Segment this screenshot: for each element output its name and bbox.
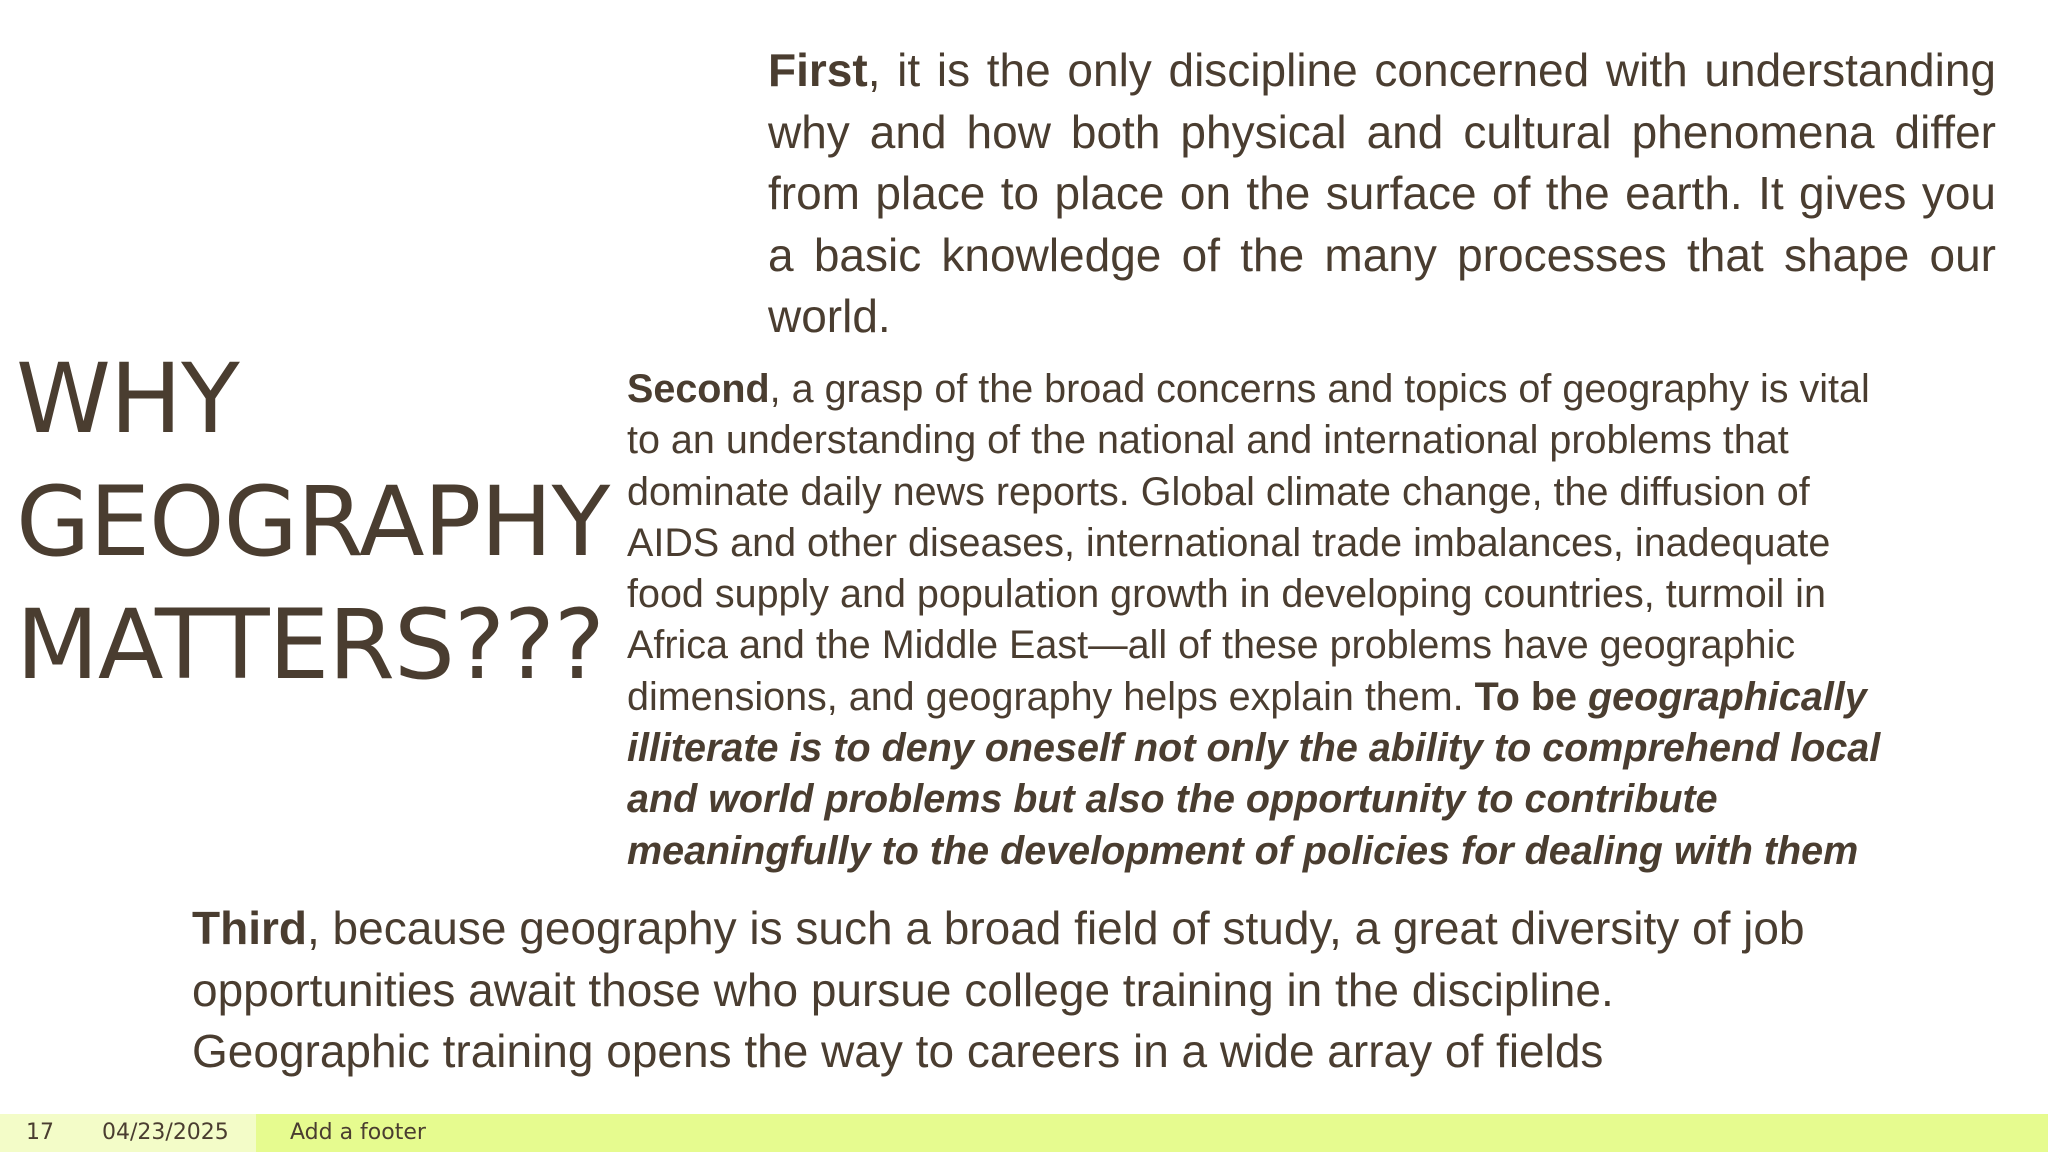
- third-line-2: opportunities await those who pursue college training in the discipline.: [192, 963, 1614, 1016]
- third-lead: Third: [192, 902, 307, 954]
- second-line-10: meaningfully to the development of policies for dealing with them: [627, 828, 1859, 873]
- first-lead: First: [768, 44, 868, 96]
- third-line-3: Geographic training opens the way to careers in a wide array of fields: [192, 1025, 1604, 1077]
- slide-number: 17: [26, 1120, 54, 1145]
- first-paragraph[interactable]: [768, 40, 1996, 348]
- slide-title[interactable]: [16, 338, 636, 707]
- second-line-8: illiterate is to deny oneself not only the ability to comprehend local: [627, 726, 1881, 771]
- second-line-7-emph: geographically: [1587, 674, 1867, 719]
- second-line-2: to an understanding of the national and international problems that: [627, 418, 1789, 463]
- second-paragraph[interactable]: [627, 364, 2027, 877]
- second-line-4: AIDS and other diseases, international trade imbalances, inadequate: [627, 520, 1831, 565]
- first-text: , it is the only discipline concerned with understanding why and how both physical and cultural phenomena differ from place to place on the surface of the earth. It gives you a basic knowledge of the many processes that shape our world.: [768, 44, 1996, 342]
- title-line-2: GEOGRAPHY: [16, 466, 610, 578]
- second-line-7-plain: dimensions, and geography helps explain them.: [627, 674, 1475, 719]
- title-line-3: MATTERS???: [16, 589, 604, 701]
- second-line-7-bold: To be: [1474, 674, 1588, 719]
- second-lead: Second: [627, 367, 770, 411]
- third-paragraph[interactable]: [192, 898, 2032, 1083]
- third-line-1: [192, 898, 2032, 960]
- title-line-1: WHY: [16, 343, 239, 455]
- second-line-7: [627, 672, 2027, 723]
- second-line-3: dominate daily news reports. Global climate change, the diffusion of: [627, 469, 1810, 514]
- footer-text[interactable]: Add a footer: [290, 1120, 426, 1145]
- second-line-1-text: , a grasp of the broad concerns and topics of geography is vital: [769, 367, 1870, 411]
- slide-date: 04/23/2025: [102, 1120, 229, 1145]
- second-line-5: food supply and population growth in developing countries, turmoil in: [627, 572, 1826, 617]
- second-line-9: and world problems but also the opportunity to contribute: [627, 777, 1718, 822]
- second-line-1: [627, 364, 2027, 415]
- second-line-6: Africa and the Middle East—all of these problems have geographic: [627, 623, 1796, 668]
- third-line-1-text: , because geography is such a broad field of study, a great diversity of job: [306, 902, 1805, 954]
